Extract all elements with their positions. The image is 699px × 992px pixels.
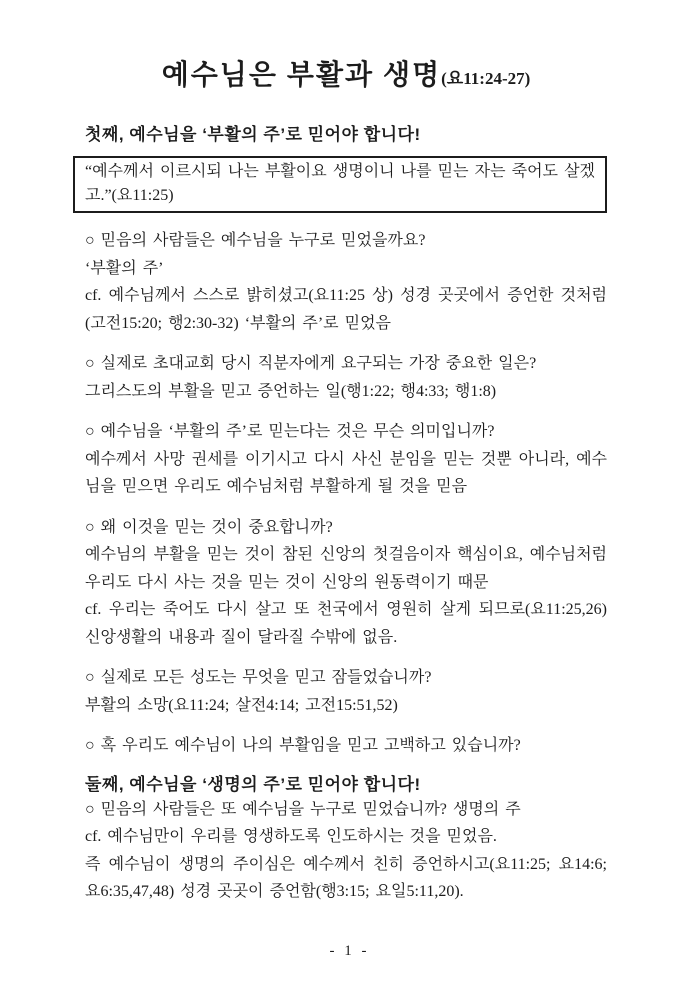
qa-block xyxy=(85,227,607,337)
answer-line: 그리스도의 부활을 믿고 증언하는 일(행1:22; 행4:33; 행1:8) xyxy=(85,382,497,400)
answer-line: ‘부활의 주’ xyxy=(85,259,164,277)
qa-block xyxy=(85,418,607,501)
answer-line: cf. 우리는 죽어도 다시 살고 또 천국에서 영원히 살게 되므로(요11:25,26) 신앙생활의 내용과 질이 달라질 수밖에 없음. xyxy=(85,601,607,646)
question-line: ○ 실제로 초대교회 당시 직분자에게 요구되는 가장 중요한 일은? xyxy=(85,355,537,373)
answer-line: 예수님의 부활을 믿는 것이 참된 신앙의 첫걸음이자 핵심이요, 예수님처럼 우리도 다시 사는 것을 믿는 것이 신앙의 원동력이기 때문 xyxy=(85,546,607,591)
page-title xyxy=(85,58,607,94)
answer-line: 즉 예수님이 생명의 주이심은 예수께서 친히 증언하시고(요11:25; 요14:6; 요6:35,47,48) 성경 곳곳이 증언함(행3:15; 요일5:11,20). xyxy=(85,855,607,901)
question-line: ○ 믿음의 사람들은 또 예수님을 누구로 믿었습니까? 생명의 주 xyxy=(85,800,521,818)
question-line: ○ 믿음의 사람들은 예수님을 누구로 믿었을까요? xyxy=(85,232,426,250)
document-body xyxy=(85,124,607,906)
section-1-heading: 첫째, 예수님을 ‘부활의 주’로 믿어야 합니다! xyxy=(85,125,421,145)
answer-line: cf. 예수님께서 스스로 밝히셨고(요11:25 상) 성경 곳곳에서 증언한 것처럼(고전15:20; 행2:30-32) ‘부활의 주’로 믿었음 xyxy=(85,287,607,332)
answer-line: 예수께서 사망 권세를 이기시고 다시 사신 분임을 믿는 것뿐 아니라, 예수님을 믿으면 우리도 예수님처럼 부활하게 될 것을 믿음 xyxy=(85,450,607,496)
answer-line: cf. 예수님만이 우리를 영생하도록 인도하시는 것을 믿었음. xyxy=(85,828,497,846)
question-line: ○ 혹 우리도 예수님이 나의 부활임을 믿고 고백하고 있습니까? xyxy=(85,737,521,755)
section-2-heading: 둘째, 예수님을 ‘생명의 주’로 믿어야 합니다! xyxy=(85,774,421,794)
question-line: ○ 실제로 모든 성도는 무엇을 믿고 잠들었습니까? xyxy=(85,669,432,687)
page-title-reference: (요11:24-27) xyxy=(441,69,531,88)
question-line: ○ 예수님을 ‘부활의 주’로 믿는다는 것은 무슨 의미입니까? xyxy=(85,423,495,441)
answer-line: 부활의 소망(요11:24; 살전4:14; 고전15:51,52) xyxy=(85,696,398,714)
question-line: ○ 왜 이것을 믿는 것이 중요합니까? xyxy=(85,518,333,536)
qa-block xyxy=(85,732,607,760)
page-title-main: 예수님은 부활과 생명 xyxy=(161,60,442,91)
qa-block xyxy=(85,664,607,719)
qa-block xyxy=(85,350,607,405)
qa-block xyxy=(85,514,607,652)
scripture-quote-box xyxy=(73,156,607,213)
page-number: - 1 - xyxy=(329,943,370,959)
scripture-quote-text: “예수께서 이르시되 나는 부활이요 생명이니 나를 믿는 자는 죽어도 살겠고.”(요11:25) xyxy=(85,163,595,205)
qa-block xyxy=(85,796,607,906)
